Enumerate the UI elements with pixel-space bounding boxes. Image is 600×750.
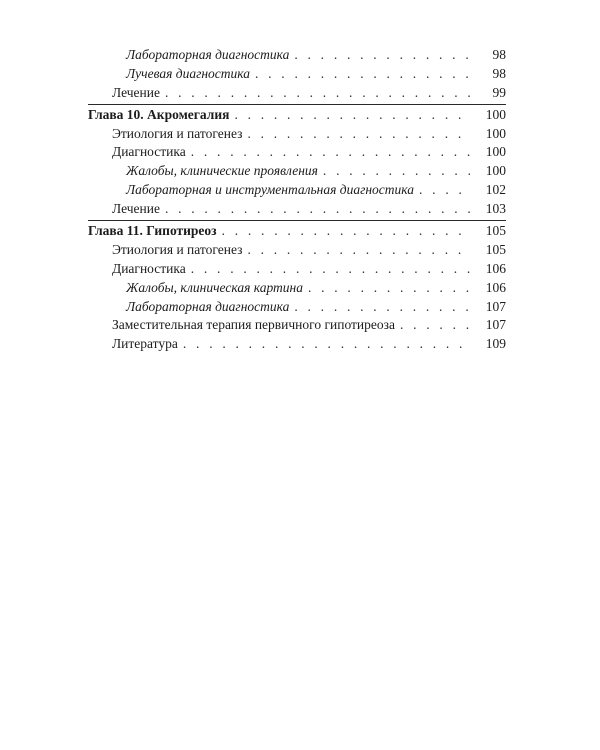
toc-entry-title: Жалобы, клинические проявления (126, 163, 318, 179)
toc-entry-title: Литература (112, 336, 178, 352)
toc-entry (88, 298, 506, 317)
toc-chapter-page: 100 (485, 106, 506, 122)
toc-chapter-title: Глава 11. Гипотиреоз (88, 223, 217, 239)
toc-entry-title: Лечение (112, 84, 160, 100)
toc-entry (88, 125, 506, 144)
toc-entry (88, 46, 506, 65)
toc-entry (88, 200, 506, 219)
toc-entry-title: Жалобы, клиническая картина (126, 279, 303, 295)
toc-dot-leader (222, 222, 470, 241)
toc-dot-leader (247, 241, 470, 260)
toc-entry-title: Диагностика (112, 260, 186, 276)
toc-entry-page: 99 (492, 84, 506, 100)
toc-entry-title: Лабораторная и инструментальная диагностика (126, 182, 415, 198)
toc-entry-title: Лабораторная диагностика (126, 298, 290, 314)
toc-entry-title: Диагностика (112, 144, 186, 160)
toc-chapter-title: Глава 10. Акромегалия (88, 106, 230, 122)
toc-entry-title: Лучевая диагностика (126, 65, 250, 81)
toc-entry-page: 103 (485, 201, 506, 217)
toc-chapter-heading (88, 106, 506, 125)
toc-entry-page: 105 (485, 241, 506, 257)
toc-dot-leader (419, 181, 470, 200)
toc-dot-leader (247, 125, 470, 144)
toc-entry-page: 98 (492, 65, 506, 81)
toc-entry (88, 335, 506, 354)
toc-entry-page: 106 (485, 260, 506, 276)
toc-entry (88, 260, 506, 279)
toc-entry-page: 100 (485, 125, 506, 141)
toc-entry-title: Этиология и патогенез (112, 241, 243, 257)
toc-entry (88, 181, 506, 200)
toc-dot-leader (323, 162, 470, 181)
toc-entry-title: Лабораторная диагностика (126, 47, 290, 62)
toc-dot-leader (191, 260, 470, 279)
toc-entry-page: 107 (485, 317, 506, 333)
toc-entry (88, 143, 506, 162)
toc-dot-leader (308, 279, 470, 298)
toc-entry-title: Этиология и патогенез (112, 125, 243, 141)
toc-dot-leader (294, 46, 470, 65)
toc-dot-leader (191, 143, 470, 162)
toc-chapter-heading (88, 222, 506, 241)
toc-entry (88, 65, 506, 84)
toc-dot-leader (183, 335, 470, 354)
toc-entry-page: 107 (485, 298, 506, 314)
toc-entry-page: 100 (485, 163, 506, 179)
toc-entry-page: 109 (485, 336, 506, 352)
toc-dot-leader (255, 65, 470, 84)
toc-dot-leader (165, 200, 470, 219)
table-of-contents (88, 46, 506, 354)
toc-entry-page: 102 (485, 182, 506, 198)
toc-entry (88, 316, 506, 335)
toc-dot-leader (234, 106, 470, 125)
toc-dot-leader (165, 84, 470, 103)
toc-entry-page: 106 (485, 279, 506, 295)
toc-entry-title: Заместительная терапия первичного гипотиреоза (112, 317, 395, 333)
toc-dot-leader (400, 316, 470, 335)
toc-entry (88, 241, 506, 260)
toc-entry-title: Лечение (112, 201, 160, 217)
toc-entry-page: 100 (485, 144, 506, 160)
toc-entry (88, 162, 506, 181)
toc-dot-leader (294, 298, 470, 317)
toc-chapter-page: 105 (485, 223, 506, 239)
toc-entry (88, 279, 506, 298)
toc-entry-page: 98 (492, 47, 506, 62)
toc-entry (88, 84, 506, 103)
